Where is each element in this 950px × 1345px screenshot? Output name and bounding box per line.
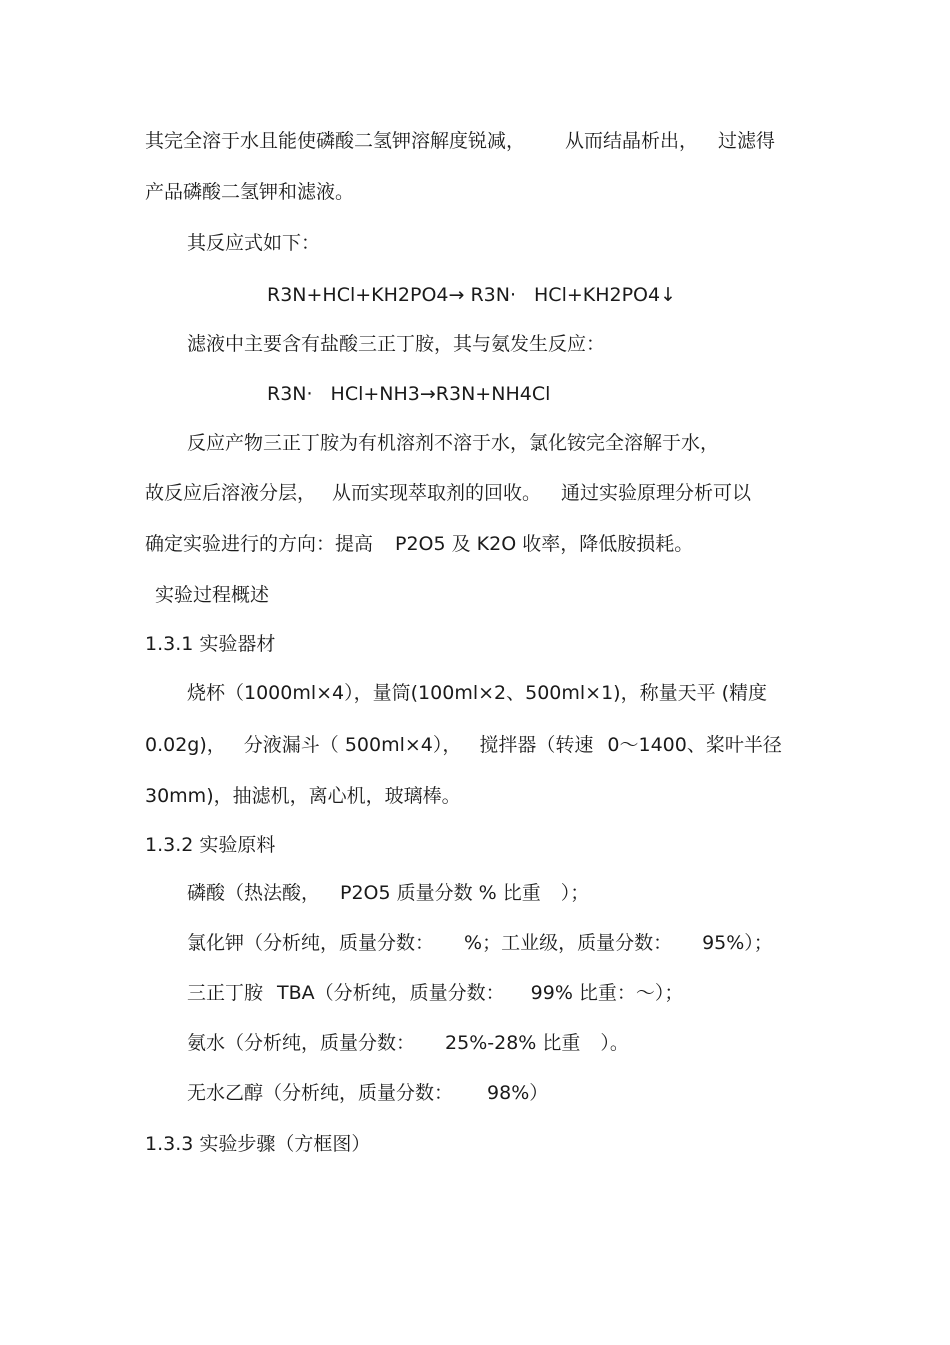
text-line: 滤液中主要含有盐酸三正丁胺，其与氨发生反应： — [187, 333, 606, 355]
text-line: 确定实验进行的方向：提高 P2O5 及 K2O 收率，降低胺损耗。 — [145, 533, 694, 555]
text-line: 反应产物三正丁胺为有机溶剂不溶于水，氯化铵完全溶解于水， — [187, 432, 720, 454]
equation: R3N· HCl+NH3→R3N+NH4Cl — [267, 383, 551, 405]
material-item: 无水乙醇（分析纯，质量分数： 98%） — [187, 1082, 549, 1104]
section-heading: 实验过程概述 — [155, 584, 270, 606]
material-item: 磷酸（热法酸， P2O5 质量分数 % 比重 ）； — [187, 882, 590, 904]
equation: R3N+HCl+KH2PO4→ R3N· HCl+KH2PO4↓ — [267, 284, 677, 306]
text-line: 其反应式如下： — [187, 232, 321, 254]
material-item: 氨水（分析纯，质量分数： 25%-28% 比重 ）。 — [187, 1032, 629, 1054]
material-item: 氯化钾（分析纯，质量分数： %；工业级，质量分数： 95%）； — [187, 932, 773, 954]
text-line: 烧杯（1000ml×4），量筒(100ml×2、500ml×1)，称量天平 (精度 — [187, 682, 768, 704]
section-heading: 1.3.3 实验步骤（方框图） — [145, 1133, 371, 1155]
material-item: 三正丁胺 TBA（分析纯，质量分数： 99% 比重：～）； — [187, 982, 684, 1004]
text-line: 其完全溶于水且能使磷酸二氢钾溶解度锐减， 从而结晶析出， 过滤得 — [145, 130, 776, 152]
text-line: 故反应后溶液分层， 从而实现萃取剂的回收。 通过实验原理分析可以 — [145, 482, 752, 504]
text-line: 30mm)，抽滤机，离心机，玻璃棒。 — [145, 785, 461, 807]
section-heading: 1.3.1 实验器材 — [145, 633, 276, 655]
text-line: 产品磷酸二氢钾和滤液。 — [145, 181, 355, 203]
text-line: 0.02g)， 分液漏斗（ 500ml×4）， 搅拌器（转速 0～1400、桨叶半径 — [145, 734, 782, 756]
section-heading: 1.3.2 实验原料 — [145, 834, 276, 856]
